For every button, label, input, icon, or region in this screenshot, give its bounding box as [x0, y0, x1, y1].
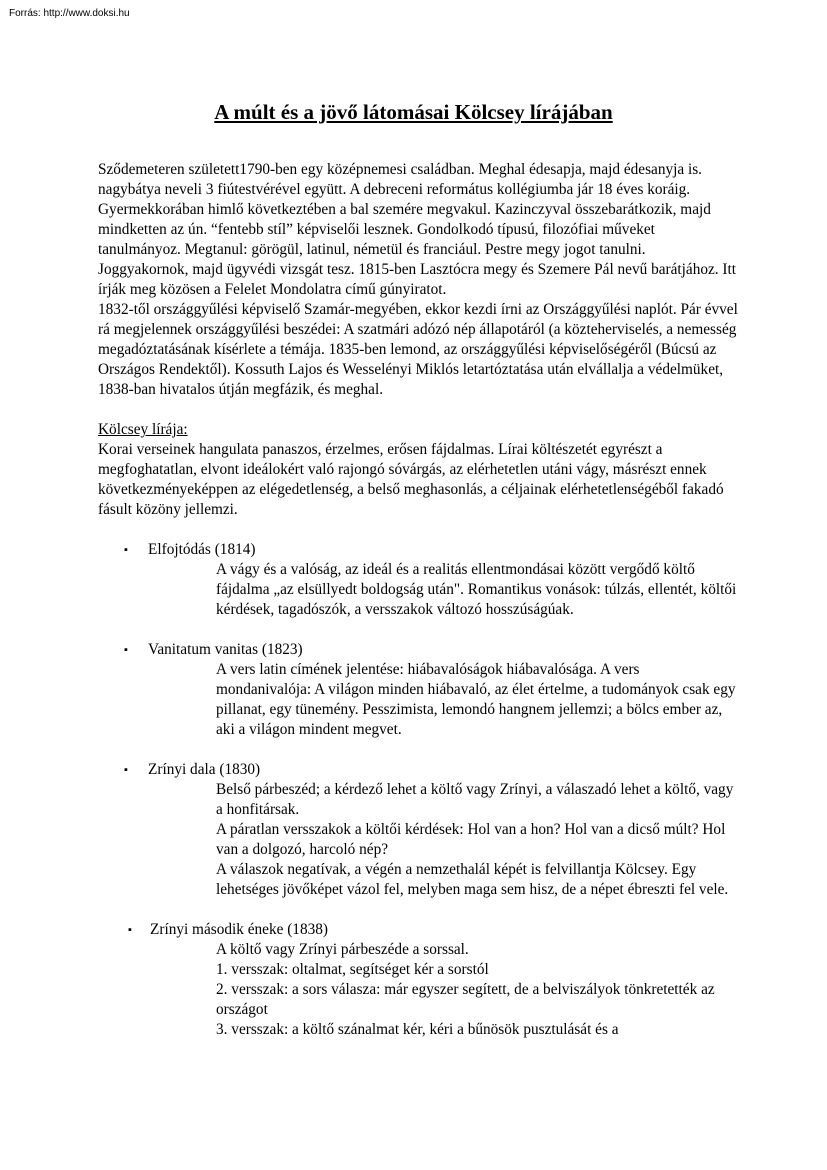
poem-description [216, 660, 738, 740]
source-note: Forrás: http://www.doksi.hu [9, 8, 130, 19]
poem-line: 1. versszak: oltalmat, segítséget kér a sorstól [216, 961, 489, 978]
poem-description [216, 780, 738, 900]
poem-line: A vágy és a valóság, az ideál és a realitás ellentmondásai között vergődő költő fájdalma „az elsüllyedt boldogság után". Romantikus vonások: túlzás, ellentét, költői kérdések, tagadószók, a versszakok változó hosszúságúak. [216, 561, 737, 618]
poem-line: A költő vagy Zrínyi párbeszéde a sorssal. [216, 941, 469, 958]
poem-title: Vanitatum vanitas (1823) [148, 641, 303, 658]
poem-item-zrinyi-masodik-eneke [98, 920, 738, 1040]
poem-line: A válaszok negatívak, a végén a nemzethalál képét is felvillantja Kölcsey. Egy lehetséges jövőképet vázol fel, melyben maga sem hisz, de a népet ébreszti fel vele. [216, 861, 729, 898]
poem-line: 2. versszak: a sors válasza: már egyszer segített, de a belviszályok tönkretették az országot [216, 981, 715, 1018]
poem-title: Elfojtódás (1814) [148, 541, 256, 558]
poem-item-vanitatum [98, 640, 738, 740]
bullet-icon: ▪ [124, 544, 128, 556]
section-heading-lyric: Kölcsey lírája: [98, 421, 188, 438]
poem-line: A páratlan versszakok a költői kérdések: Hol van a hon? Hol van a dicső múlt? Hol van a dolgozó, harcoló nép? [216, 821, 726, 858]
lyric-description: Korai verseinek hangulata panaszos, érzelmes, erősen fájdalmas. Lírai költészetét egyrészt a megfoghatatlan, elvont ideálokért való rajongó sóvárgás, az elérhetetlen utáni vágy, másrészt ennek következményeképpen az elégedetlenség, a belső meghasonlás, a céljainak elérhetetlenségéből fakadó fásult közöny jellemzi. [98, 441, 724, 518]
bullet-icon: ▪ [124, 644, 128, 656]
bio-paragraph-2: 1832-től országgyűlési képviselő Szamár-megyében, ekkor kezdi írni az Országgyűlési naplót. Pár évvel rá megjelennek országgyűlési beszédei: A szatmári adózó nép állapotáról (a közteherviselés, a nemesség megadóztatásának kísérlete a témája. 1835-ben lemond, az országgyűlési képviselőségéről (Búcsú az Országos Rendektől). Kossuth Lajos és Wesselényi Miklós letartóztatása után elvállalja a védelmüket, 1838-ban hivatalos útján megfázik, és meghal. [98, 301, 738, 398]
poem-item-zrinyi-dala [98, 760, 738, 900]
bullet-icon: ▪ [124, 764, 128, 776]
poem-line: 3. versszak: a költő szánalmat kér, kéri a bűnösök pusztulását és a [216, 1021, 619, 1038]
poem-title: Zrínyi második éneke (1838) [150, 921, 328, 938]
poem-description [216, 560, 738, 620]
poem-line: Belső párbeszéd; a kérdező lehet a költő vagy Zrínyi, a válaszadó lehet a költő, vagy a honfitársak. [216, 781, 734, 818]
poem-description [216, 940, 738, 1040]
poem-title: Zrínyi dala (1830) [148, 761, 261, 778]
poem-item-elfojtodas [98, 540, 738, 620]
document-body [98, 160, 738, 1040]
bio-paragraph-1: Sződemeteren született1790-ben egy középnemesi családban. Meghal édesapja, majd édesanyja is. nagybátya neveli 3 fiútestvérével együtt. A debreceni református kollégiumba jár 18 éves koráig. Gyermekkorában himlő következtében a bal szemére megvakul. Kazinczyval összebarátkozik, majd mindketten az ún. “fentebb stíl” képviselői lesznek. Gondolkodó típusú, filozófiai műveket tanulmányoz. Megtanul: görögül, latinul, németül és franciául. Pestre megy jogot tanulni. Joggyakornok, majd ügyvédi vizsgát tesz. 1815-ben Lasztócra megy és Szemere Pál nevű barátjához. Itt írják meg közösen a Felelet Mondolatra című gúnyiratot. [98, 161, 737, 298]
page-title: A múlt és a jövő látomásai Kölcsey lírájában [214, 100, 613, 124]
poem-line: A vers latin címének jelentése: hiábavalóságok hiábavalósága. A vers mondanivalója: A világon minden hiábavaló, az élet értelme, a tudományok csak egy pillanat, egy tünemény. Pesszimista, lemondó hangnem jellemzi; a bölcs ember az, aki a világon mindent megvet. [216, 661, 736, 738]
bullet-icon: ▪ [128, 924, 132, 936]
spacer [98, 400, 738, 420]
